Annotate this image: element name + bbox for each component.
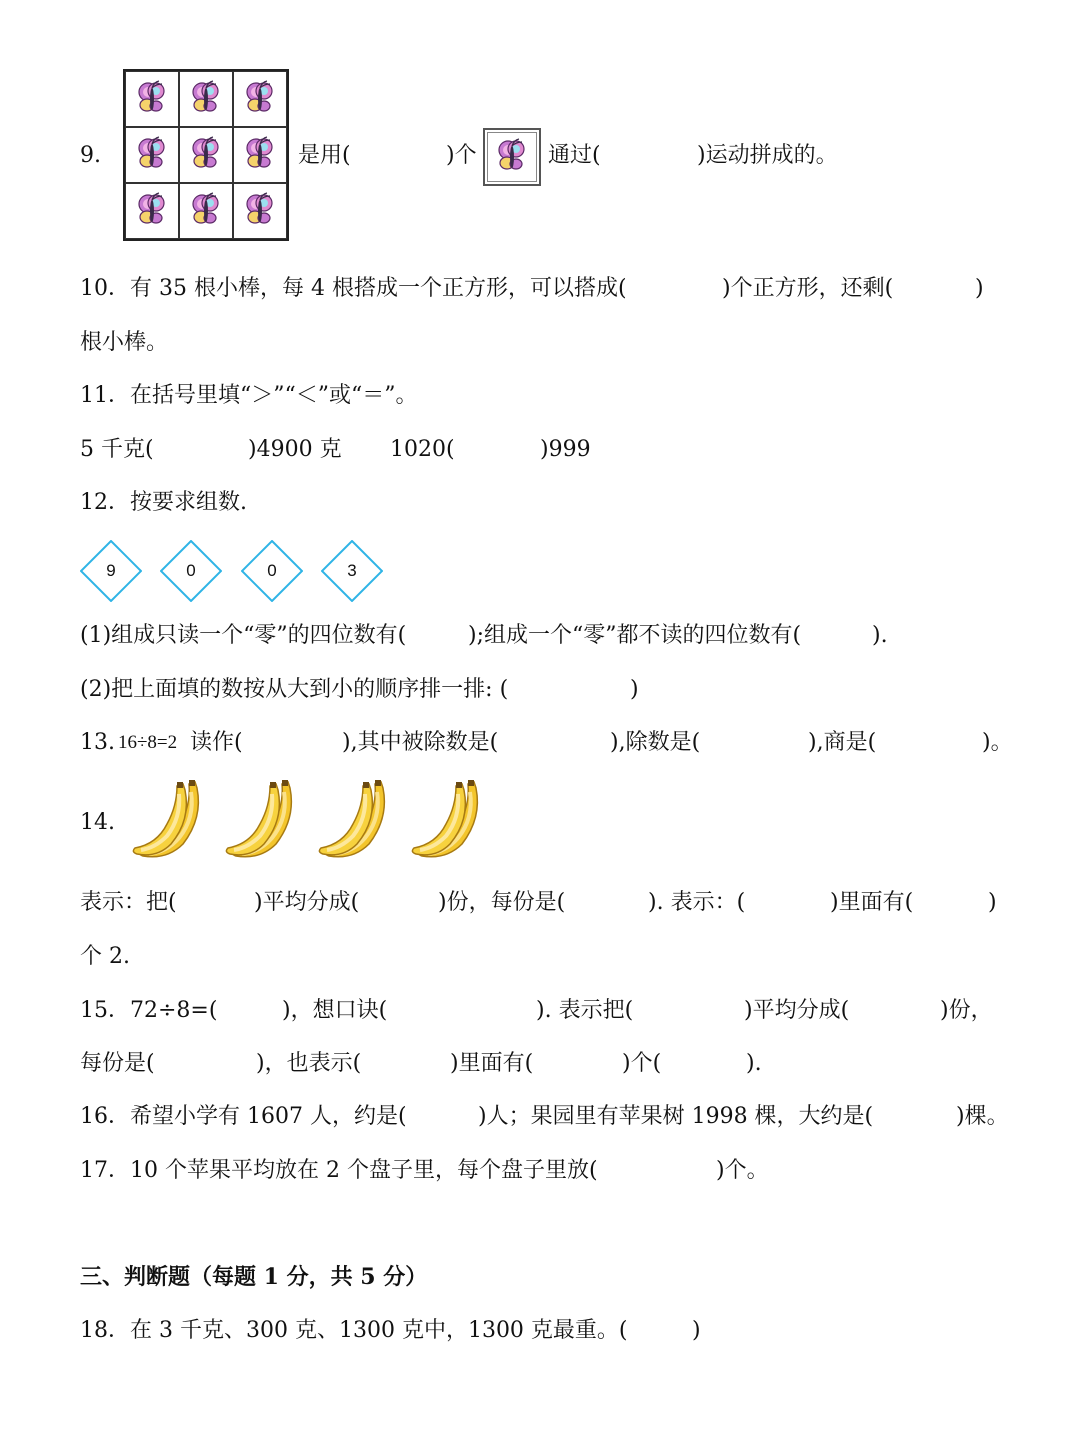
q13-p1: 读作( [190, 730, 243, 755]
q11-b1: 1020( [390, 437, 455, 462]
q10-line2: 根小棒。 [80, 330, 169, 355]
q13-p4: ),商是( [808, 730, 877, 755]
number-card-value: 9 [106, 561, 116, 580]
q14-number: 14. [80, 810, 115, 835]
q16-a: 16．希望小学有 1607 人，约是( [80, 1104, 407, 1129]
q12-sub2a: (2)把上面填的数按从大到小的顺序排一排: ( [80, 677, 509, 702]
q13-p5: )。 [982, 730, 1013, 755]
q16-c: )棵。 [956, 1104, 1009, 1129]
number-card [80, 540, 142, 602]
butterfly-icon [233, 183, 287, 239]
banana-bunch-icon [224, 778, 302, 862]
butterfly-icon [179, 183, 233, 239]
q11-a2: )4900 克 [248, 437, 342, 462]
q15-l2d: )个( [622, 1051, 662, 1076]
q14-l1e: )里面有( [830, 890, 914, 915]
q13-number: 13. [80, 730, 115, 755]
q13-equation: 16÷8=2 [118, 732, 178, 753]
q14-l2: 个 2. [80, 944, 130, 969]
q12-sub2b: ) [630, 677, 639, 702]
q15-l2c: )里面有( [450, 1051, 534, 1076]
q15-l1c: ). 表示把( [536, 998, 634, 1023]
q9-text-4: )运动拼成的。 [697, 143, 838, 168]
q14-l1c: )份，每份是( [438, 890, 566, 915]
butterfly-icon [125, 183, 179, 239]
number-card [241, 540, 303, 602]
q15-l1b: )，想口诀( [282, 998, 388, 1023]
q12-sub1c: ). [872, 623, 888, 648]
butterfly-icon [125, 71, 179, 127]
q9-text-1: 是用( [298, 143, 351, 168]
q9-text-2: )个 [446, 143, 477, 168]
q18-a: 18．在 3 千克、300 克、1300 克中，1300 克最重。( [80, 1318, 628, 1343]
q11-a1: 5 千克( [80, 437, 154, 462]
q13-p3: ),除数是( [610, 730, 701, 755]
butterfly-icon [233, 127, 287, 183]
q18-b: ) [692, 1318, 701, 1343]
number-card-value: 0 [186, 561, 196, 580]
number-card-value: 3 [347, 561, 357, 580]
q15-l2a: 每份是( [80, 1051, 155, 1076]
q14-l1a: 表示：把( [80, 890, 177, 915]
butterfly-icon [179, 71, 233, 127]
section-heading: 三、判断题（每题 1 分，共 5 分） [80, 1264, 428, 1290]
butterfly-icon [233, 71, 287, 127]
q17-a: 17．10 个苹果平均放在 2 个盘子里，每个盘子里放( [80, 1158, 598, 1183]
q11-title: 11．在括号里填“＞”“＜”或“＝”。 [80, 383, 418, 408]
q13-p2: ),其中被除数是( [342, 730, 499, 755]
number-card [321, 540, 383, 602]
q15-l2b: )，也表示( [256, 1051, 362, 1076]
q10-line1b: )个正方形，还剩( [722, 276, 894, 301]
butterfly-icon [125, 127, 179, 183]
q12-sub1b: );组成一个“零”都不读的四位数有( [468, 623, 802, 648]
q17-b: )个。 [716, 1158, 769, 1183]
q9-number: 9. [80, 143, 101, 168]
q9-text-3: 通过( [548, 143, 601, 168]
banana-bunch-icon [410, 778, 488, 862]
banana-bunch-icon [317, 778, 395, 862]
q14-l1b: )平均分成( [254, 890, 360, 915]
q15-l1e: )份， [940, 998, 993, 1023]
q15-l2e: ). [746, 1051, 762, 1076]
q10-line1a: 10．有 35 根小棒，每 4 根搭成一个正方形，可以搭成( [80, 276, 627, 301]
q15-l1a: 15．72÷8=( [80, 998, 218, 1023]
butterfly-icon [483, 128, 541, 186]
q15-l1d: )平均分成( [744, 998, 850, 1023]
q14-l1d: ). 表示：( [648, 890, 746, 915]
q11-b2: )999 [540, 437, 591, 462]
banana-bunch-icon [131, 778, 209, 862]
butterfly-grid [123, 69, 289, 241]
q12-title: 12．按要求组数. [80, 490, 247, 515]
q16-b: )人；果园里有苹果树 1998 棵，大约是( [478, 1104, 874, 1129]
q14-l1f: ) [988, 890, 997, 915]
number-card [160, 540, 222, 602]
number-card-value: 0 [267, 561, 277, 580]
q12-sub1a: (1)组成只读一个“零”的四位数有( [80, 623, 407, 648]
butterfly-icon [179, 127, 233, 183]
q10-line1c: ) [975, 276, 984, 301]
